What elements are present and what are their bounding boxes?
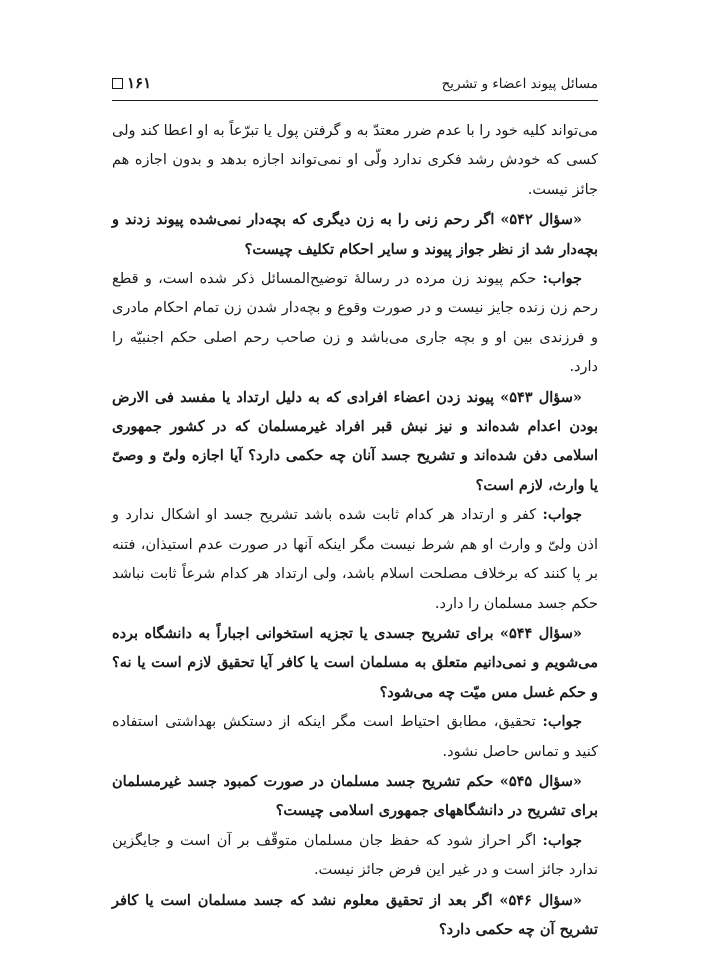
question-545 bbox=[112, 767, 598, 826]
question-text: پیوند زدن اعضاء افرادی که به دلیل ارتداد یا مفسد فی الارض بودن اعدام شده‌اند و نیز نبش قبر افراد غیرمسلمان که در کشور جمهوری اسلامی دفن شده‌اند و تشریح جسد آنان چه حکمی دارد؟ آیا اجازه ولیّ و وصیّ یا وارث، لازم است؟ bbox=[112, 388, 598, 494]
question-text: اگر بعد از تحقیق معلوم نشد که جسد مسلمان است یا کافر تشریح آن چه حکمی دارد؟ bbox=[112, 891, 598, 938]
answer-label: جواب: bbox=[542, 831, 583, 849]
question-544 bbox=[112, 619, 598, 707]
answer-label: جواب: bbox=[542, 713, 582, 731]
page-number: ١۶١ bbox=[127, 74, 152, 92]
answer-text: اگر احراز شود که حفظ جان مسلمان متوقّف بر آن است و جایگزین ندارد جائز است و در غیر این فرض جائز نیست. bbox=[112, 832, 598, 879]
question-text: اگر رحم زنی را به زن دیگری که بچه‌دار نمی‌شده پیوند زدند و بچه‌دار شد از نظر جواز پیوند و سایر احکام تکلیف چیست؟ bbox=[112, 211, 598, 258]
answer-text: تحقیق، مطابق احتیاط است مگر اینکه از دستکش بهداشتی استفاده کنید و تماس حاصل نشود. bbox=[112, 714, 598, 760]
question-label: «سؤال ۵۴۲» bbox=[500, 211, 582, 229]
answer-label: جواب: bbox=[542, 270, 582, 288]
answer-543 bbox=[112, 500, 598, 619]
answer-text: حکم پیوند زن مرده در رسالهٔ توضیح‌المسائل ذکر شده است، و قطع رحم زن زنده جایز نیست و در صورت وقوع و بچه‌دار شدن زن تمام احکام مادری و فرزندی بین او و بچه جاری می‌باشد و زن صاحب رحم اصلی حکم اجنبیّه را دارد. bbox=[112, 271, 598, 376]
question-label: «سؤال ۵۴۴» bbox=[499, 624, 582, 642]
question-543 bbox=[112, 383, 598, 501]
paragraph-continuation bbox=[112, 117, 598, 205]
question-text: برای تشریح جسدی یا تجزیه استخوانی اجباراً به دانشگاه برده می‌شویم و نمی‌دانیم متعلق به مسلمان است یا کافر آیا تحقیق لازم است یا نه؟ و حکم غسل مس میّت چه می‌شود؟ bbox=[112, 624, 598, 701]
page-number-group bbox=[112, 74, 151, 92]
answer-text: کفر و ارتداد هر کدام ثابت شده باشد تشریح جسد او اشکال ندارد و اذن ولیّ و وارث او هم شرط نیست مگر اینکه آنها در صورت عدم استیذان، فتنه بر پا کنند که برخلاف مصلحت اسلام باشد، ولی ارتداد هر کدام شرعاً ثابت نباشد حکم جسد مسلمان را دارد. bbox=[112, 507, 598, 612]
page-body bbox=[112, 117, 598, 944]
square-bullet-icon bbox=[112, 78, 123, 89]
answer-label: جواب: bbox=[542, 506, 582, 524]
running-header bbox=[112, 72, 598, 96]
header-divider bbox=[112, 100, 598, 101]
question-label: «سؤال ۵۴۳» bbox=[500, 388, 582, 406]
answer-545 bbox=[112, 826, 598, 886]
question-label: «سؤال ۵۴۶» bbox=[499, 891, 582, 909]
answer-542 bbox=[112, 264, 598, 383]
paragraph-text: می‌تواند کلیه خود را با عدم ضرر معتدّ به و گرفتن پول یا تبرّعاً به او اعطا کند ولی کسی که خودش رشد فکری ندارد ولّی او نمی‌تواند اجازه بدهد و بدون اجازه هم جائز نیست. bbox=[112, 123, 598, 198]
question-label: «سؤال ۵۴۵» bbox=[499, 772, 582, 790]
question-text: حکم تشریح جسد مسلمان در صورت کمبود جسد غیرمسلمان برای تشریح در دانشگاههای جمهوری اسلامی چیست؟ bbox=[112, 772, 598, 820]
question-542 bbox=[112, 205, 598, 264]
answer-544 bbox=[112, 707, 598, 767]
question-546 bbox=[112, 886, 598, 945]
section-title: مسائل پیوند اعضاء و تشریح bbox=[441, 76, 598, 92]
